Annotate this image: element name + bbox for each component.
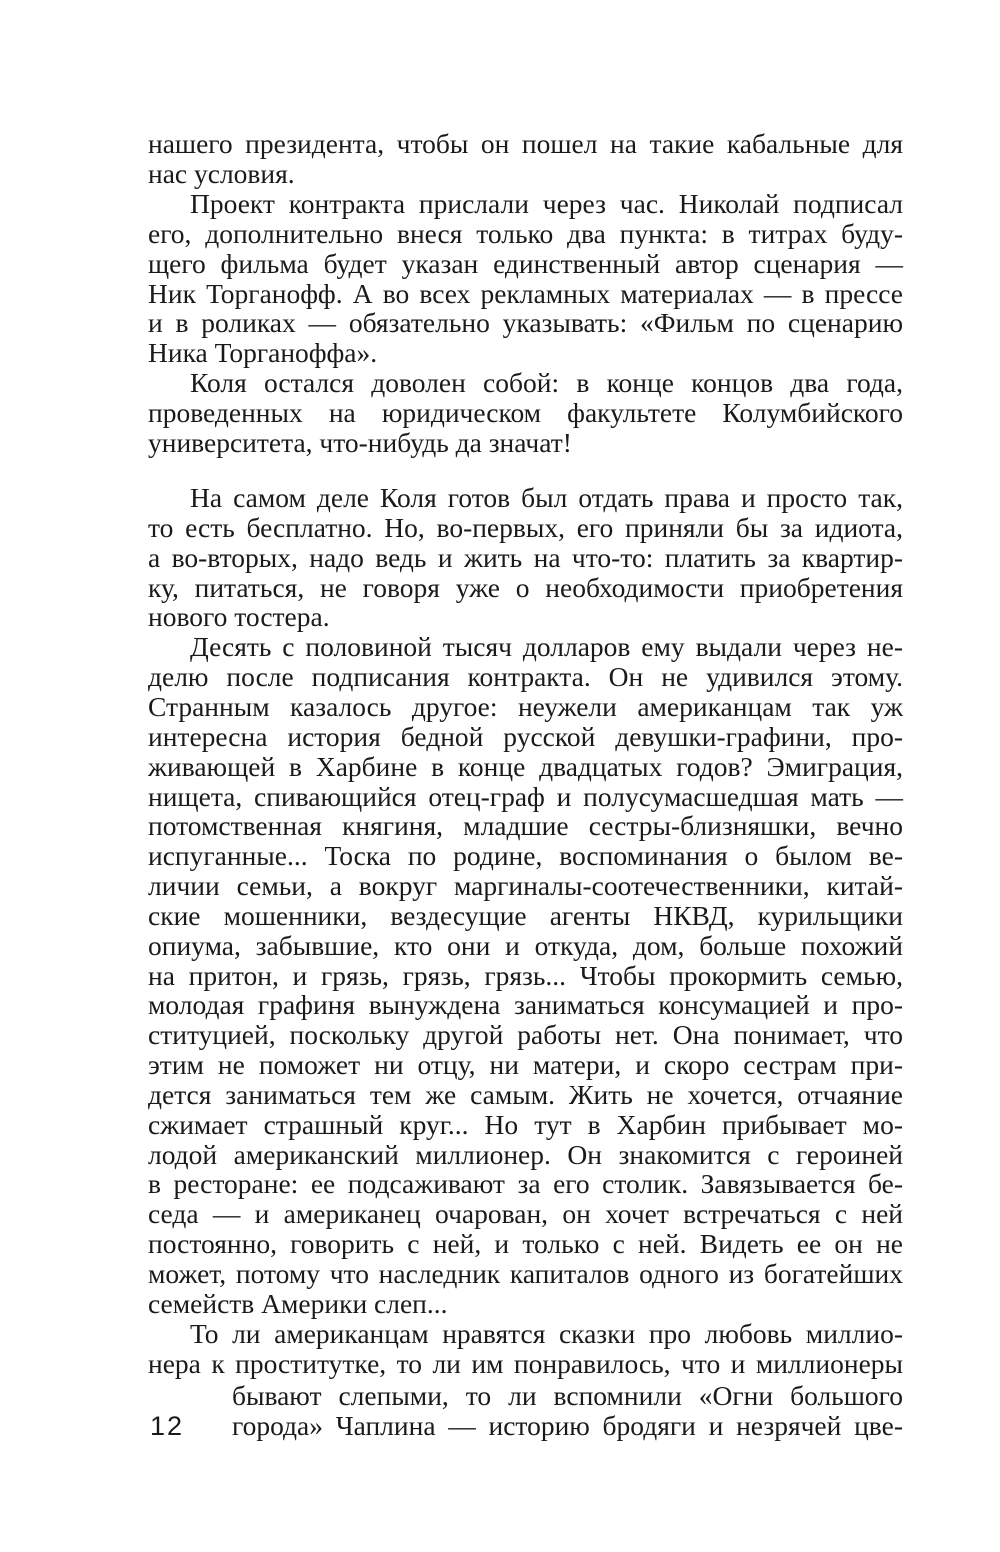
text-line: постоянно, говорить с ней, и только с ней. Видеть ее он не xyxy=(148,1228,903,1259)
text-line: щего фильма будет указан единственный автор сценария — xyxy=(148,248,903,279)
text-line: лодой американский миллионер. Он знакомится с героиней xyxy=(148,1139,903,1170)
text-line: На самом деле Коля готов был отдать права и просто так, xyxy=(190,482,903,513)
text-line: опиума, забывшие, кто они и откуда, дом, больше похожий xyxy=(148,930,903,961)
text-line: Десять с половиной тысяч долларов ему выдали через не- xyxy=(190,631,903,662)
text-line: Ник Торганофф. А во всех рекламных материалах — в прессе xyxy=(148,278,903,309)
text-line: Коля остался доволен собой: в конце концов два года, xyxy=(190,367,903,398)
text-line: потомственная княгиня, младшие сестры-близняшки, вечно xyxy=(148,810,903,841)
text-line: интересна история бедной русской девушки-графини, про- xyxy=(148,721,903,752)
text-line: бывают слепыми, то ли вспомнили «Огни большого xyxy=(232,1380,903,1411)
text-line: нера к проститутке, то ли им понравилось, что и миллионеры xyxy=(148,1348,903,1379)
text-line: личии семьи, а вокруг маргиналы-соотечественники, китай- xyxy=(148,870,903,901)
text-line: седа — и американец очарован, он хочет встречаться с ней xyxy=(148,1198,903,1229)
text-line: сжимает страшный круг... Но тут в Харбин прибывает мо- xyxy=(148,1109,903,1140)
text-line: семейств Америки слеп... xyxy=(148,1288,448,1319)
text-line: живающей в Харбине в конце двадцатых годов? Эмиграция, xyxy=(148,751,903,782)
text-line: города» Чаплина — историю бродяги и незрячей цве- xyxy=(232,1410,903,1441)
text-line: ституцией, поскольку другой работы нет. Она понимает, что xyxy=(148,1019,903,1050)
text-line: Странным казалось другое: неужели американцам так уж xyxy=(148,691,903,722)
text-line: то есть бесплатно. Но, во-первых, его приняли бы за идиота, xyxy=(148,512,903,543)
text-line: ские мошенники, вездесущие агенты НКВД, курильщики xyxy=(148,900,903,931)
text-line: дется заниматься тем же самым. Жить не хочется, отчаяние xyxy=(148,1079,903,1110)
text-line: Проект контракта прислали через час. Николай подписал xyxy=(190,188,903,219)
text-line: нашего президента, чтобы он пошел на такие кабальные для xyxy=(148,128,903,159)
text-line: делю после подписания контракта. Он не удивился этому. xyxy=(148,661,903,692)
text-line: в ресторане: ее подсаживают за его столик. Завязывается бе- xyxy=(148,1168,903,1199)
text-line: может, потому что наследник капиталов одного из богатейших xyxy=(148,1258,903,1289)
text-line: этим не поможет ни отцу, ни матери, и скоро сестрам при- xyxy=(148,1049,903,1080)
text-line: университета, что-нибудь да значат! xyxy=(148,427,572,458)
text-line: испуганные... Тоска по родине, воспоминания о былом ве- xyxy=(148,840,903,871)
text-line: и в роликах — обязательно указывать: «Фильм по сценарию xyxy=(148,307,903,338)
text-line: Ника Торганоффа». xyxy=(148,337,378,368)
text-line: нас условия. xyxy=(148,158,295,189)
text-line: на притон, и грязь, грязь, грязь... Чтобы прокормить семью, xyxy=(148,960,903,991)
text-line: нового тостера. xyxy=(148,601,330,632)
text-line: его, дополнительно внеся только два пункта: в титрах буду- xyxy=(148,218,903,249)
text-line: То ли американцам нравятся сказки про любовь миллио- xyxy=(190,1318,903,1349)
text-line: проведенных на юридическом факультете Колумбийского xyxy=(148,397,903,428)
page-number: 12 xyxy=(150,1411,185,1441)
text-line: ку, питаться, не говоря уже о необходимости приобретения xyxy=(148,572,903,603)
text-line: а во-вторых, надо ведь и жить на что-то: платить за квартир- xyxy=(148,542,903,573)
text-line: нищета, спивающийся отец-граф и полусумасшедшая мать — xyxy=(148,781,903,812)
text-line: молодая графиня вынуждена заниматься консумацией и про- xyxy=(148,989,903,1020)
